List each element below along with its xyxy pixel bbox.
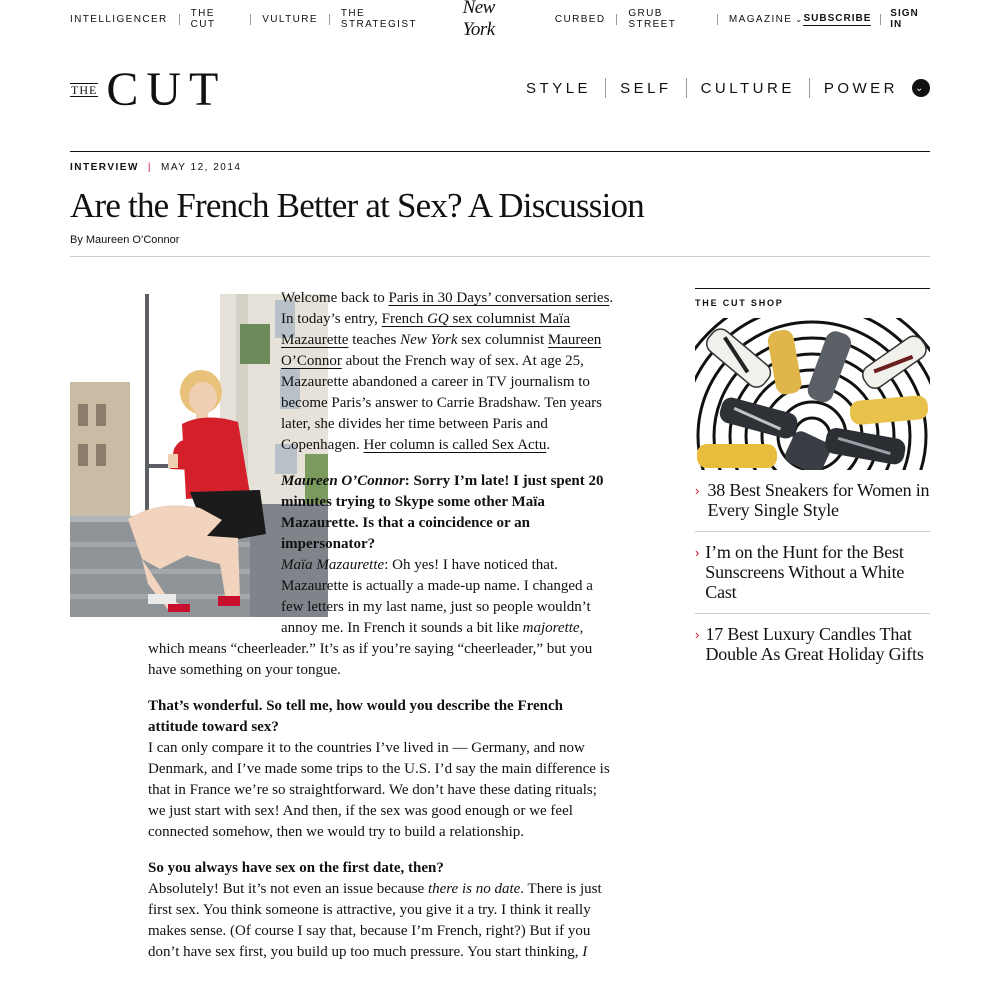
subscribe-link[interactable]: SUBSCRIBE <box>803 12 872 24</box>
sidebar-divider <box>695 288 930 289</box>
section-style[interactable]: STYLE <box>526 79 592 97</box>
cut-shop-sidebar <box>695 288 930 675</box>
nav-link-curbed[interactable]: CURBED <box>554 13 606 25</box>
question-text: So you always have sex on the first date, then? <box>148 860 444 876</box>
nav-link-vulture[interactable]: VULTURE <box>262 13 318 25</box>
kicker-divider: | <box>147 162 152 173</box>
left-site-links <box>70 8 437 30</box>
nav-link-intelligencer[interactable]: INTELLIGENCER <box>70 13 168 25</box>
section-self[interactable]: SELF <box>620 79 672 97</box>
series-link[interactable]: Paris in 30 Days’ conversation series <box>388 290 610 306</box>
byline[interactable]: By Maureen O’Connor <box>70 234 180 246</box>
section-power[interactable]: POWER <box>823 79 898 97</box>
menu-chevron-icon[interactable]: ⌄ <box>912 79 930 97</box>
nav-link-grub-street[interactable]: GRUB STREET <box>628 8 677 30</box>
answer-italic: I <box>582 944 588 960</box>
qa-block <box>148 858 616 963</box>
shop-item-title[interactable]: 17 Best Luxury Candles That Double As Great Holiday Gifts <box>705 624 924 664</box>
section-nav <box>526 78 930 98</box>
category-link[interactable]: INTERVIEW <box>70 162 139 173</box>
chevron-right-icon: › <box>695 627 700 642</box>
shop-item[interactable] <box>695 532 930 614</box>
ny-italic: New York <box>400 332 458 348</box>
shop-item-title[interactable]: I’m on the Hunt for the Best Sunscreens Without a White Cast <box>705 542 905 602</box>
column-link[interactable]: Her column is called Sex Actu <box>363 437 547 453</box>
answer-text: . There is just first sex. You think someone is attractive, you give it a try. I think it really makes sense. (Of course I say that, because I’m French, right?) But if you don’t have sex first, you build up too much pressure. You start thinking, <box>148 881 602 960</box>
nav-link-magazine[interactable] <box>729 14 804 25</box>
shop-item[interactable] <box>695 614 930 675</box>
chevron-down-icon: ⌄ <box>795 14 804 24</box>
gq-italic: GQ <box>427 311 449 327</box>
logo-cut: CUT <box>106 63 227 116</box>
logo-the: THE <box>71 82 98 97</box>
sign-in-link[interactable]: SIGN IN <box>890 8 919 30</box>
publish-date: MAY 12, 2014 <box>161 162 242 173</box>
answer-text: : Oh yes! I have noticed that. Mazaurette is actually a made-up name. I changed a few letters in my last name, just so people wouldn’t annoy me. In French it sounds a bit like <box>281 557 593 636</box>
photo-space <box>70 288 281 628</box>
section-culture[interactable]: CULTURE <box>700 79 795 97</box>
qa-block <box>148 696 616 843</box>
intro-text: about the French way of sex. At age 25, Mazaurette abandoned a career in TV journalism to become Paris’s answer to Carrie Bradshaw. Ten years later, she divides her time between Paris and Copenhagen. <box>281 353 602 453</box>
account-links <box>803 8 930 30</box>
intro-text: . In today’s entry, <box>281 290 614 327</box>
the-cut-logo[interactable] <box>70 62 226 117</box>
answer-text: I can only compare it to the countries I’ve lived in — Germany, and now Denmark, and I’ve made some trips to the U.S. I’d say the main difference is that in France we’re so straightforward. We don’t have these dating rituals; we just start with sex! And then, if the sex was good enough or we feel connected somehow, then we would try to build a relationship. <box>148 740 610 840</box>
answer-text: Absolutely! But it’s not even an issue because <box>148 881 428 897</box>
chevron-right-icon: › <box>695 483 700 498</box>
masthead <box>70 62 930 122</box>
chevron-right-icon: › <box>695 545 700 560</box>
intro-text: teaches <box>348 332 401 348</box>
nav-link-the-cut[interactable]: THE CUT <box>190 8 216 30</box>
answer-italic: majorette <box>522 620 580 636</box>
link-text: sex columnist Maïa Mazaurette <box>281 311 570 348</box>
nav-link-the-strategist[interactable]: THE STRATEGIST <box>340 8 417 30</box>
new-york-logo[interactable]: New York <box>462 0 495 40</box>
article-kicker <box>70 162 241 173</box>
right-site-links <box>555 8 804 30</box>
magazine-label: MAGAZINE <box>728 13 793 25</box>
shop-item-title[interactable]: 38 Best Sneakers for Women in Every Single Style <box>707 480 930 520</box>
article-headline: Are the French Better at Sex? A Discussion <box>70 186 644 225</box>
intro-text: . <box>546 437 551 453</box>
link-text: French <box>381 311 428 327</box>
byline-divider <box>70 256 930 257</box>
sidebar-label: THE CUT SHOP <box>695 298 784 308</box>
speaker-name: Maïa Mazaurette <box>281 557 385 573</box>
answer-text: , which means “cheerleader.” It’s as if you’re saying “cheerleader,” but you have something on your tongue. <box>148 620 593 678</box>
sneakers-image[interactable] <box>695 318 930 470</box>
speaker-name: Maureen O’Connor <box>281 473 405 489</box>
article-body <box>148 288 616 978</box>
shop-item[interactable] <box>695 470 930 532</box>
question-text: That’s wonderful. So tell me, how would you describe the French attitude toward sex? <box>148 698 564 735</box>
intro-text: Welcome back to <box>281 290 389 306</box>
top-nav <box>70 0 930 38</box>
question-text: : Sorry I’m late! I just spent 20 minutes trying to Skype some other Maïa Mazaurette. Is that a coincidence or an impersonator? <box>281 473 604 552</box>
header-divider <box>70 151 930 152</box>
intro-text: sex columnist <box>457 332 548 348</box>
author-link[interactable]: Maureen O’Connor <box>281 332 602 369</box>
answer-italic: there is no date <box>427 881 521 897</box>
